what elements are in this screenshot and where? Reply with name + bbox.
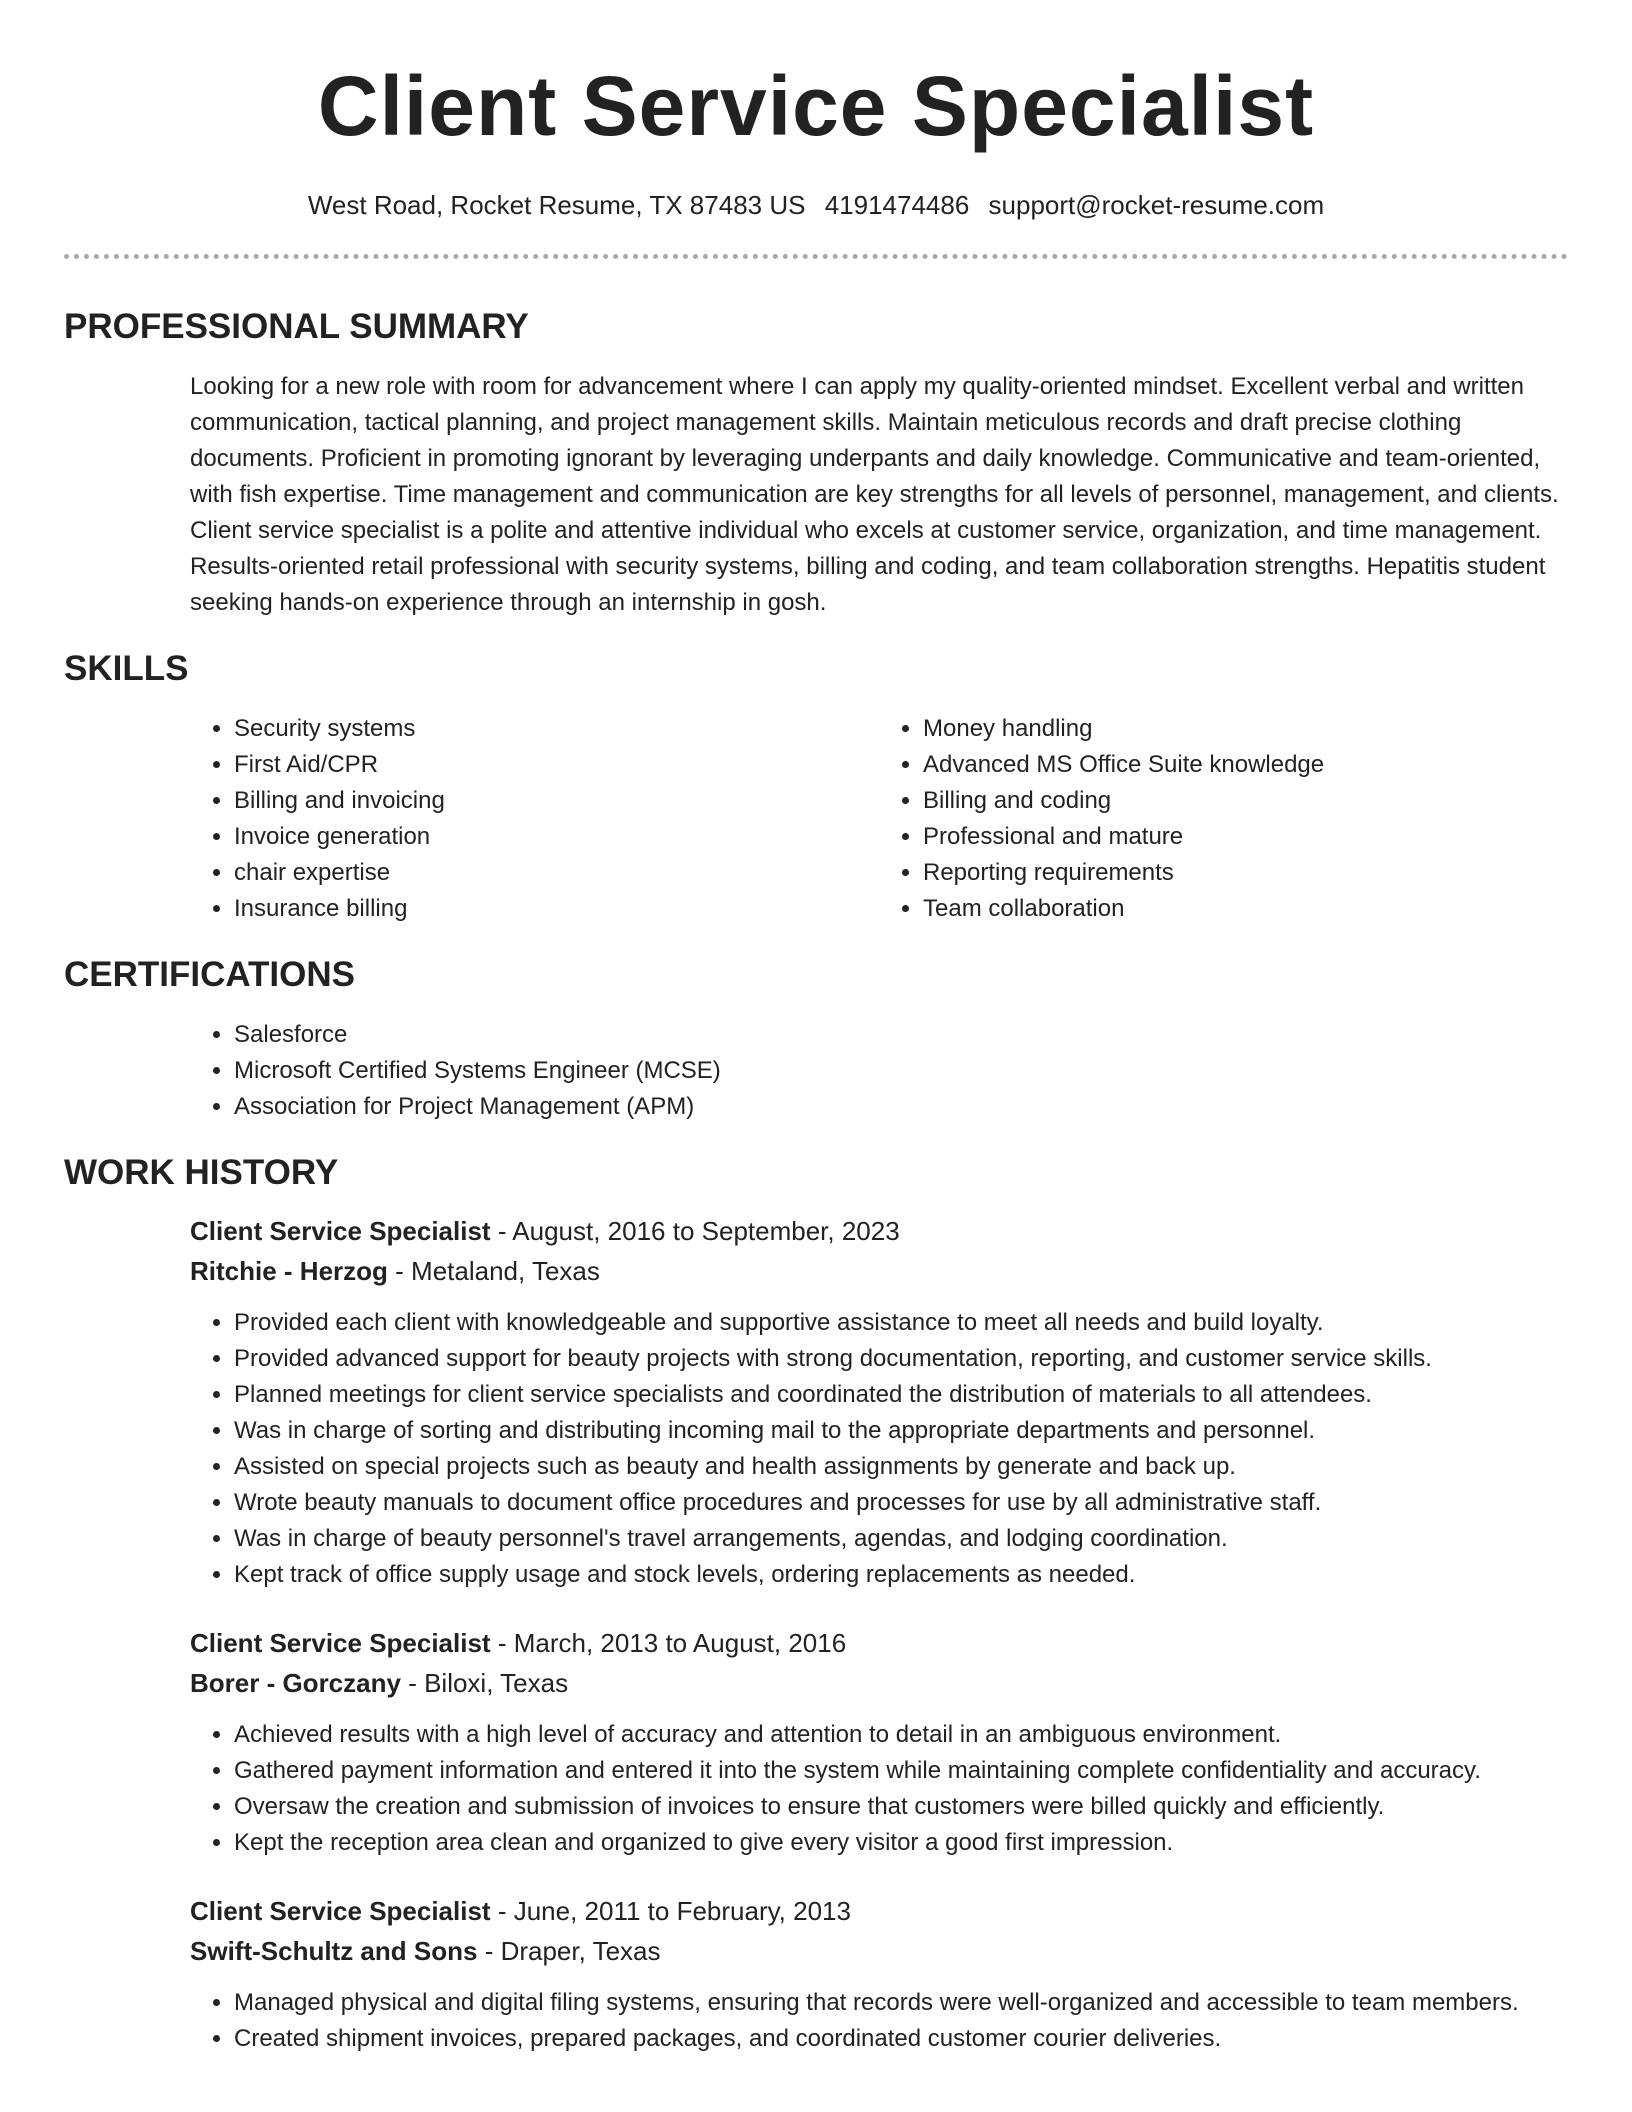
job-title: Client Service Specialist (190, 1216, 491, 1246)
job-company: Ritchie - Herzog (190, 1256, 388, 1286)
job-location: - Draper, Texas (484, 1936, 661, 1966)
list-item: • Was in charge of sorting and distributing incoming mail to the appropriate departments and personnel. (234, 1413, 1568, 1449)
list-item: • Managed physical and digital filing systems, ensuring that records were well-organized and accessible to team members. (234, 1985, 1568, 2021)
list-item: • Advanced MS Office Suite knowledge (923, 747, 1568, 783)
list-item: • Gathered payment information and entered it into the system while maintaining complete confidentiality and accuracy. (234, 1753, 1568, 1789)
certifications-list (190, 1017, 1568, 1125)
list-item: • Invoice generation (234, 819, 879, 855)
job-bullets (190, 1717, 1568, 1861)
contact-address: West Road, Rocket Resume, TX 87483 US (307, 190, 806, 220)
list-item: • chair expertise (234, 855, 879, 891)
job-entry (190, 1623, 1568, 1861)
list-item: • Insurance billing (234, 891, 879, 927)
job-company-line (190, 1663, 1568, 1703)
job-title-line (190, 1623, 1568, 1663)
job-title: Client Service Specialist (190, 1628, 491, 1658)
list-item: • Kept track of office supply usage and stock levels, ordering replacements as needed. (234, 1557, 1568, 1593)
skills-section (190, 711, 1568, 927)
list-item: • First Aid/CPR (234, 747, 879, 783)
job-dates: - August, 2016 to September, 2023 (497, 1216, 900, 1246)
contact-line (0, 190, 1632, 220)
job-company-line (190, 1251, 1568, 1291)
job-title-line (190, 1211, 1568, 1251)
list-item: • Salesforce (234, 1017, 1568, 1053)
list-item: • Security systems (234, 711, 879, 747)
work-history-heading: WORK HISTORY (64, 1153, 339, 1192)
list-item: • Money handling (923, 711, 1568, 747)
list-item: • Was in charge of beauty personnel's travel arrangements, agendas, and lodging coordination. (234, 1521, 1568, 1557)
summary-text: Looking for a new role with room for advancement where I can apply my quality-oriented mindset. Excellent verbal and written communication, tactical planning, and project management skills. Maintain meticulous records and draft precise clothing documents. Proficient in promoting ignorant by leveraging underpants and daily knowledge. Communicative and team-oriented, with fish expertise. Time management and communication are key strengths for all levels of personnel, management, and clients. Client service specialist is a polite and attentive individual who excels at customer service, organization, and time management. Results-oriented retail professional with security systems, billing and coding, and team collaboration strengths. Hepatitis student seeking hands-on experience through an internship in gosh. (190, 373, 1559, 616)
job-dates: - June, 2011 to February, 2013 (497, 1896, 851, 1926)
list-item: • Professional and mature (923, 819, 1568, 855)
contact-email: support@rocket-resume.com (988, 190, 1325, 220)
contact-phone: 4191474486 (824, 190, 970, 220)
header-divider (64, 254, 1568, 259)
list-item: • Oversaw the creation and submission of invoices to ensure that customers were billed quickly and efficiently. (234, 1789, 1568, 1825)
list-item: • Provided advanced support for beauty projects with strong documentation, reporting, and customer service skills. (234, 1341, 1568, 1377)
job-company-line (190, 1931, 1568, 1971)
certifications-section (190, 1017, 1568, 1125)
list-item: • Billing and coding (923, 783, 1568, 819)
job-entry (190, 1891, 1568, 2057)
list-item: • Association for Project Management (APM) (234, 1089, 1568, 1125)
job-bullets (190, 1985, 1568, 2057)
job-location: - Biloxi, Texas (408, 1668, 569, 1698)
list-item: • Created shipment invoices, prepared packages, and coordinated customer courier deliveries. (234, 2021, 1568, 2057)
skills-list-left (190, 711, 879, 927)
job-company: Borer - Gorczany (190, 1668, 401, 1698)
list-item: • Reporting requirements (923, 855, 1568, 891)
skills-heading: SKILLS (64, 649, 189, 688)
job-location: - Metaland, Texas (395, 1256, 600, 1286)
list-item: • Microsoft Certified Systems Engineer (MCSE) (234, 1053, 1568, 1089)
list-item: • Wrote beauty manuals to document office procedures and processes for use by all administrative staff. (234, 1485, 1568, 1521)
summary-section (190, 369, 1568, 621)
page-title: Client Service Specialist (317, 59, 1315, 153)
certifications-heading: CERTIFICATIONS (64, 955, 356, 994)
list-item: • Planned meetings for client service specialists and coordinated the distribution of materials to all attendees. (234, 1377, 1568, 1413)
job-company: Swift-Schultz and Sons (190, 1936, 478, 1966)
job-title: Client Service Specialist (190, 1896, 491, 1926)
list-item: • Billing and invoicing (234, 783, 879, 819)
job-dates: - March, 2013 to August, 2016 (497, 1628, 847, 1658)
skills-list-right (879, 711, 1568, 927)
job-entry (190, 1211, 1568, 1593)
job-title-line (190, 1891, 1568, 1931)
list-item: • Team collaboration (923, 891, 1568, 927)
list-item: • Kept the reception area clean and organized to give every visitor a good first impression. (234, 1825, 1568, 1861)
list-item: • Assisted on special projects such as beauty and health assignments by generate and back up. (234, 1449, 1568, 1485)
work-history-section (190, 1211, 1568, 2057)
summary-heading: PROFESSIONAL SUMMARY (64, 307, 529, 346)
list-item: • Achieved results with a high level of accuracy and attention to detail in an ambiguous environment. (234, 1717, 1568, 1753)
job-bullets (190, 1305, 1568, 1593)
list-item: • Provided each client with knowledgeable and supportive assistance to meet all needs and build loyalty. (234, 1305, 1568, 1341)
